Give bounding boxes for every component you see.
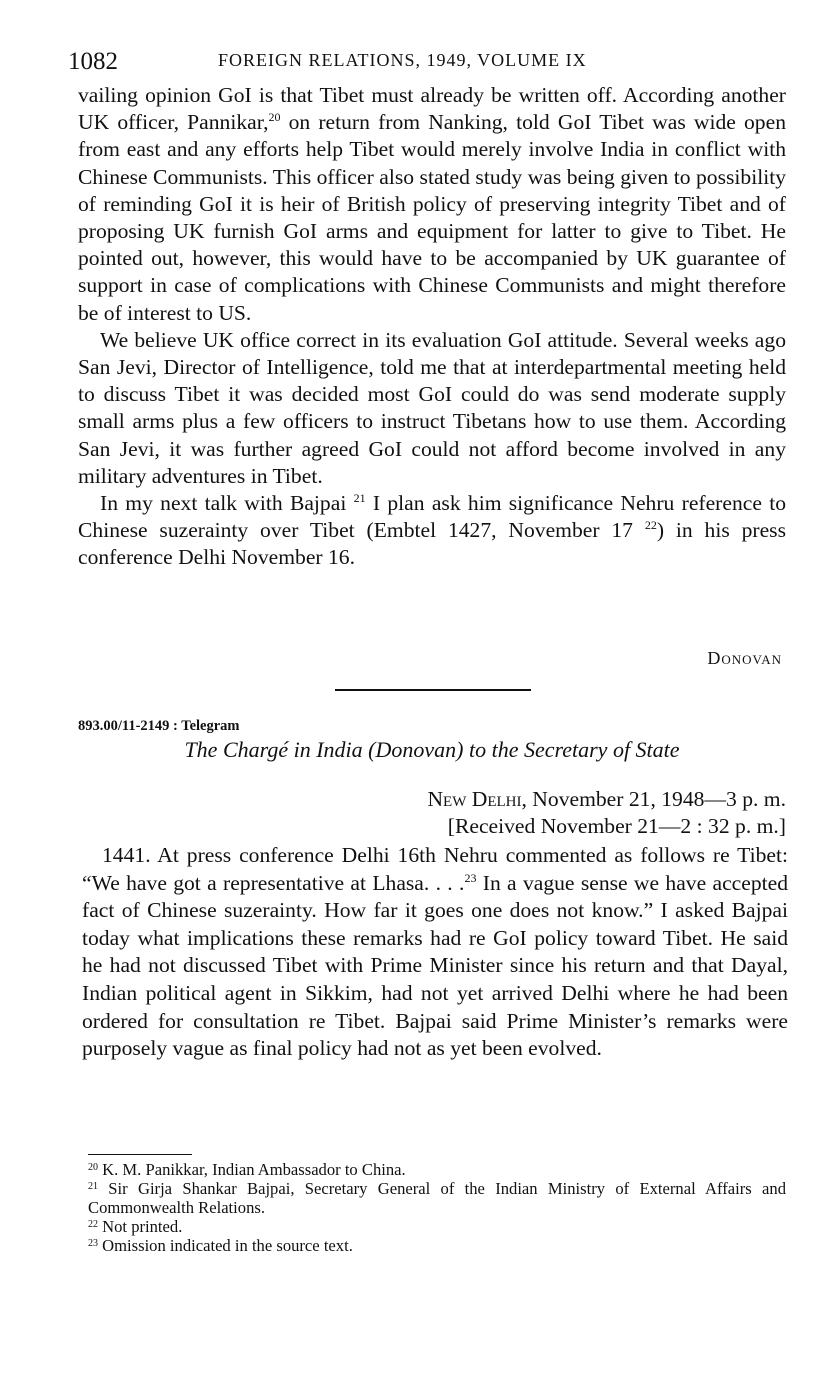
footnote-text: K. M. Panikkar, Indian Ambassador to China.: [98, 1160, 406, 1179]
file-reference: 893.00/11-2149 : Telegram: [78, 718, 240, 734]
footnote-ref-23[interactable]: 23: [464, 870, 477, 885]
paragraph-1441: [82, 842, 788, 1063]
paragraph-1: [78, 82, 786, 327]
text-run: I plan ask him significance Nehru reference to Chinese suzerainty over Tibet (Embtel 1427, November 17: [78, 491, 786, 543]
footnote-rule: [88, 1154, 192, 1155]
paragraph-2: [78, 327, 786, 490]
footnote-21: [88, 1179, 786, 1217]
paragraph-3: [78, 490, 786, 572]
text-run: vailing opinion GoI is that Tibet must already be written off. According another UK officer, Pannikar,: [78, 83, 786, 135]
footnote-marker: 21: [88, 1181, 98, 1192]
document-2-body: [82, 842, 788, 1063]
running-header: [68, 44, 784, 80]
running-title: FOREIGN RELATIONS, 1949, VOLUME IX: [218, 50, 587, 70]
text-run: In my next talk with Bajpai: [100, 491, 354, 516]
signature: Donovan: [707, 648, 782, 668]
footnote-text: Not printed.: [98, 1217, 183, 1236]
text-run: We believe UK office correct in its evaluation GoI attitude. Several weeks ago San Jevi, Director of Intelligence, told me that at interdepartmental meeting held to discuss Tibet it was decided most GoI could do was send moderate supply small arms plus a few officers to instruct Tibetans how to use them. According San Jevi, it was further agreed GoI could not afford become involved in any military adventures in Tibet.: [78, 327, 786, 488]
dateline-sent: [427, 786, 786, 813]
dateline-received: [Received November 21—2 : 32 p. m.]: [447, 814, 786, 839]
footnote-ref-20[interactable]: 20: [268, 110, 281, 125]
footnotes: [88, 1160, 786, 1255]
footnote-22: [88, 1217, 786, 1236]
text-run: 1441. At press conference Delhi 16th Nehru commented as follows re Tibet: “We have got a representative at Lhasa. . . .: [82, 843, 788, 895]
footnote-text: Omission indicated in the source text.: [98, 1236, 353, 1255]
footnote-marker: 20: [88, 1162, 98, 1173]
text-run: ) in his press conference Delhi November 16.: [78, 518, 786, 570]
footnote-ref-22[interactable]: 22: [644, 518, 657, 533]
section-divider: [335, 689, 531, 691]
text-run: on return from Nanking, told GoI Tibet was wide open from east and any efforts help Tibet would merely involve India in conflict with Chinese Communists. This officer also stated study was being given to possibility of reminding GoI it is heir of British policy of preserving integrity Tibet and of proposing UK furnish GoI arms and equipment for latter to give to Tibet. He pointed out, however, this would have to be accompanied by UK guarantee of support in case of complications with Chinese Communists and might therefore be of interest to US.: [78, 110, 786, 325]
document-1-body: [78, 82, 786, 572]
footnote-23: [88, 1236, 786, 1255]
footnote-ref-21[interactable]: 21: [353, 491, 366, 506]
page-number: 1082: [68, 48, 118, 75]
document-heading: The Chargé in India (Donovan) to the Secretary of State: [184, 737, 680, 762]
footnote-text: Sir Girja Shankar Bajpai, Secretary General of the Indian Ministry of External Affairs and Commonwealth Relations.: [88, 1179, 786, 1217]
text-run: In a vague sense we have accepted fact of Chinese suzerainty. How far it goes one does not know.” I asked Bajpai today what implications these remarks had re GoI policy toward Tibet. He said he had not discussed Tibet with Prime Minister since his return and that Dayal, Indian political agent in Sikkim, had not yet arrived Delhi where he had been ordered for consultation re Tibet. Bajpai said Prime Minister’s remarks were purposely vague as final policy had not as yet been evolved.: [82, 870, 788, 1061]
footnote-marker: 23: [88, 1238, 98, 1249]
dateline-place: New Delhi,: [427, 787, 527, 811]
footnote-marker: 22: [88, 1219, 98, 1230]
dateline: [427, 786, 786, 840]
dateline-date: November 21, 1948—3 p. m.: [526, 787, 786, 811]
footnote-20: [88, 1160, 786, 1179]
